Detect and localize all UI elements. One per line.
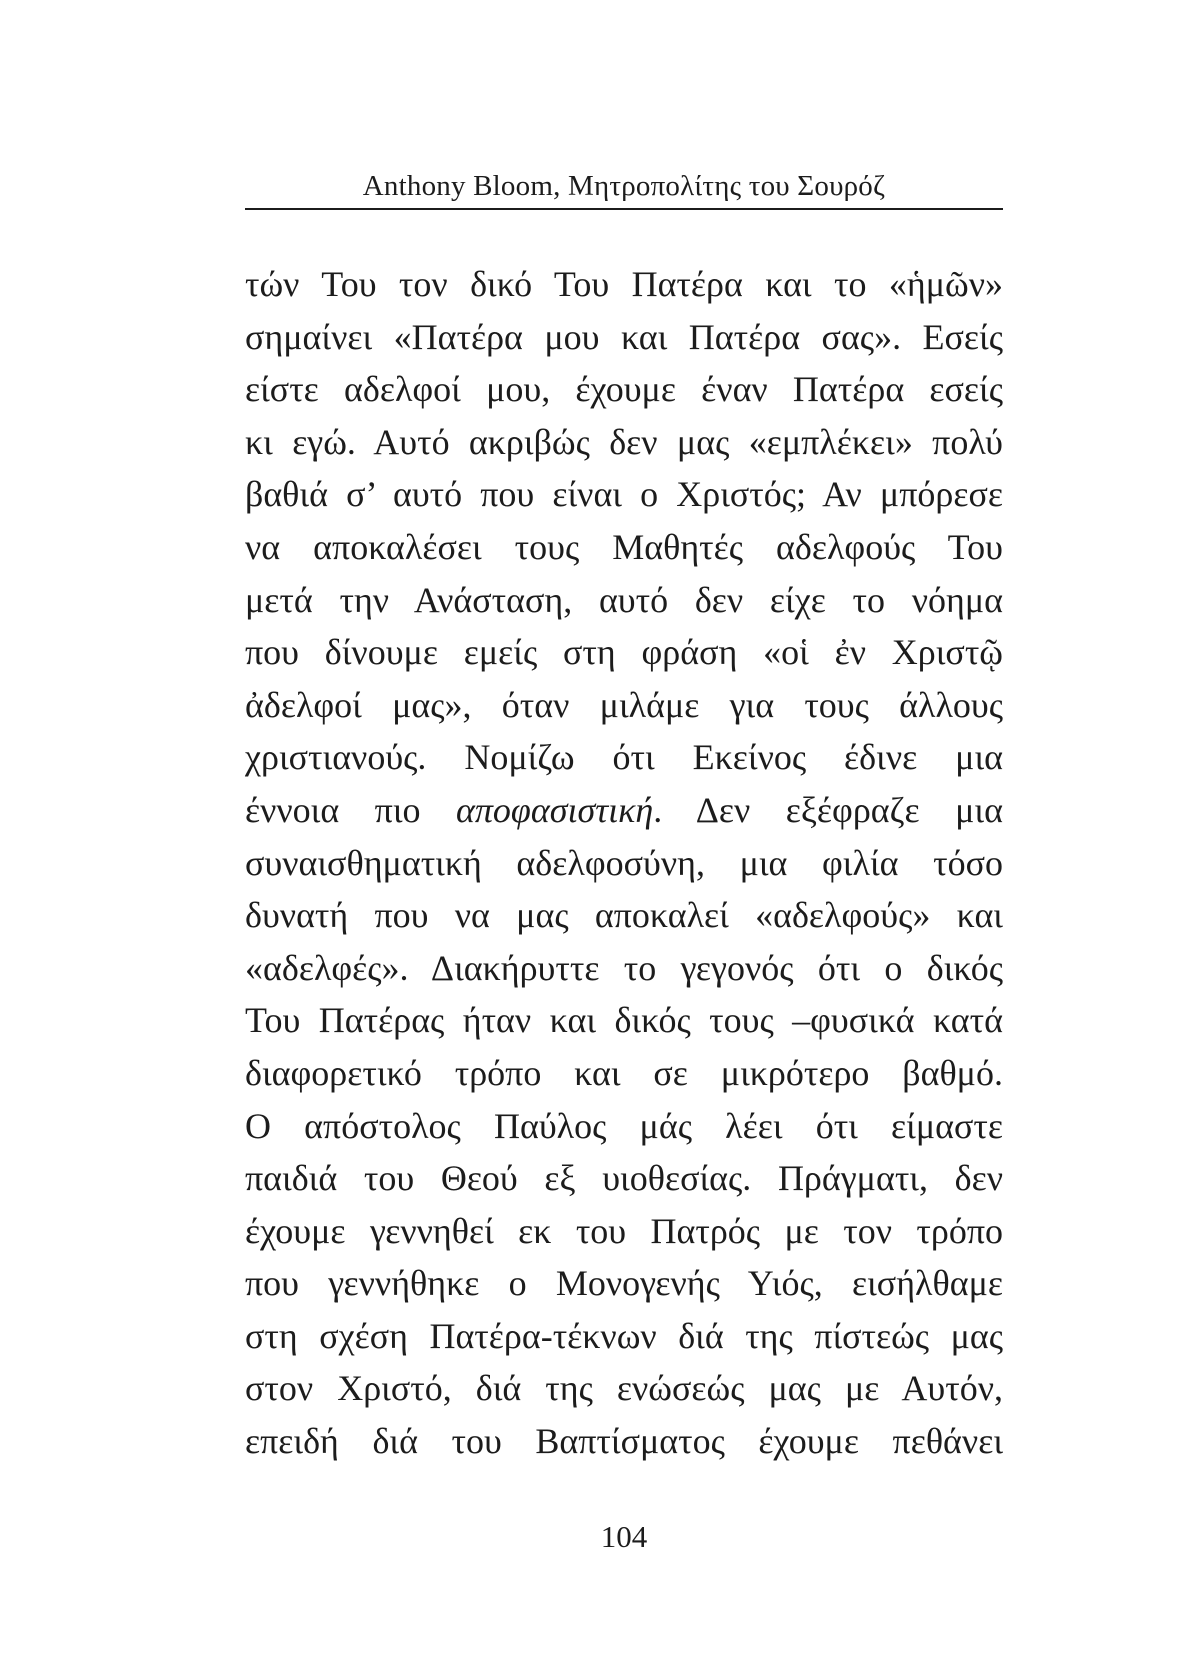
text-line: έχουμε γεννηθεί εκ του Πατρός με τον τρόπο bbox=[245, 1210, 1003, 1251]
text-line: βαθιά σ’ αυτό που είναι ο Χριστός; Αν μπόρεσε bbox=[245, 474, 1003, 515]
text-line: συναισθηματική αδελφοσύνη, μια φιλία τόσο bbox=[245, 842, 1003, 883]
text-line: που γεννήθηκε ο Μονογενής Υιός, εισήλθαμε bbox=[245, 1263, 1003, 1304]
text-line: σημαίνει «Πατέρα μου και Πατέρα σας». Εσείς bbox=[245, 316, 1003, 357]
text-line: διαφορετικό τρόπο και σε μικρότερο βαθμό. bbox=[245, 1052, 1003, 1093]
running-header-title: Anthony Bloom, Μητροπολίτης του Σουρόζ bbox=[362, 170, 886, 202]
italic-emphasis: αποφασιστική bbox=[456, 789, 654, 830]
text-line bbox=[245, 784, 1003, 837]
text-line: χριστιανούς. Νομίζω ότι Εκείνος έδινε μια bbox=[245, 737, 1003, 778]
page-number: 104 bbox=[600, 1519, 648, 1554]
text-line: δυνατή που να μας αποκαλεί «αδελφούς» και bbox=[245, 895, 1003, 936]
text-line: να αποκαλέσει τους Μαθητές αδελφούς Του bbox=[245, 526, 1003, 567]
text-line: τών Του τον δικό Του Πατέρα και το «ἡμῶν» bbox=[245, 264, 1003, 304]
text-line: παιδιά του Θεού εξ υιοθεσίας. Πράγματι, δεν bbox=[245, 1158, 1003, 1199]
text-line: επειδή διά του Βαπτίσματος έχουμε πεθάνει bbox=[245, 1421, 1003, 1462]
text-line: Ο απόστολος Παύλος μάς λέει ότι είμαστε bbox=[245, 1105, 1003, 1146]
text-line: «αδελφές». Διακήρυττε το γεγονός ότι ο δικός bbox=[245, 947, 1003, 988]
header-divider bbox=[245, 208, 1003, 210]
body-paragraph bbox=[245, 258, 1003, 1468]
text-line: ἀδελφοί μας», όταν μιλάμε για τους άλλους bbox=[245, 684, 1003, 725]
text-line: που δίνουμε εμείς στη φράση «οἱ ἐν Χριστῷ bbox=[245, 632, 1003, 673]
text-line: μετά την Ανάσταση, αυτό δεν είχε το νόημα bbox=[245, 579, 1003, 620]
text-line: Του Πατέρας ήταν και δικός τους –φυσικά κατά bbox=[245, 1000, 1003, 1041]
text-line: στη σχέση Πατέρα-τέκνων διά της πίστεώς μας bbox=[245, 1315, 1003, 1356]
text-line: στον Χριστό, διά της ενώσεώς μας με Αυτόν, bbox=[245, 1368, 1003, 1409]
text-segment: . Δεν εξέφραζε μια bbox=[653, 789, 1003, 830]
text-line: είστε αδελφοί μου, έχουμε έναν Πατέρα εσείς bbox=[245, 369, 1003, 410]
text-segment: έννοια πιο bbox=[245, 789, 456, 830]
text-line: κι εγώ. Αυτό ακριβώς δεν μας «εμπλέκει» πολύ bbox=[245, 421, 1003, 462]
